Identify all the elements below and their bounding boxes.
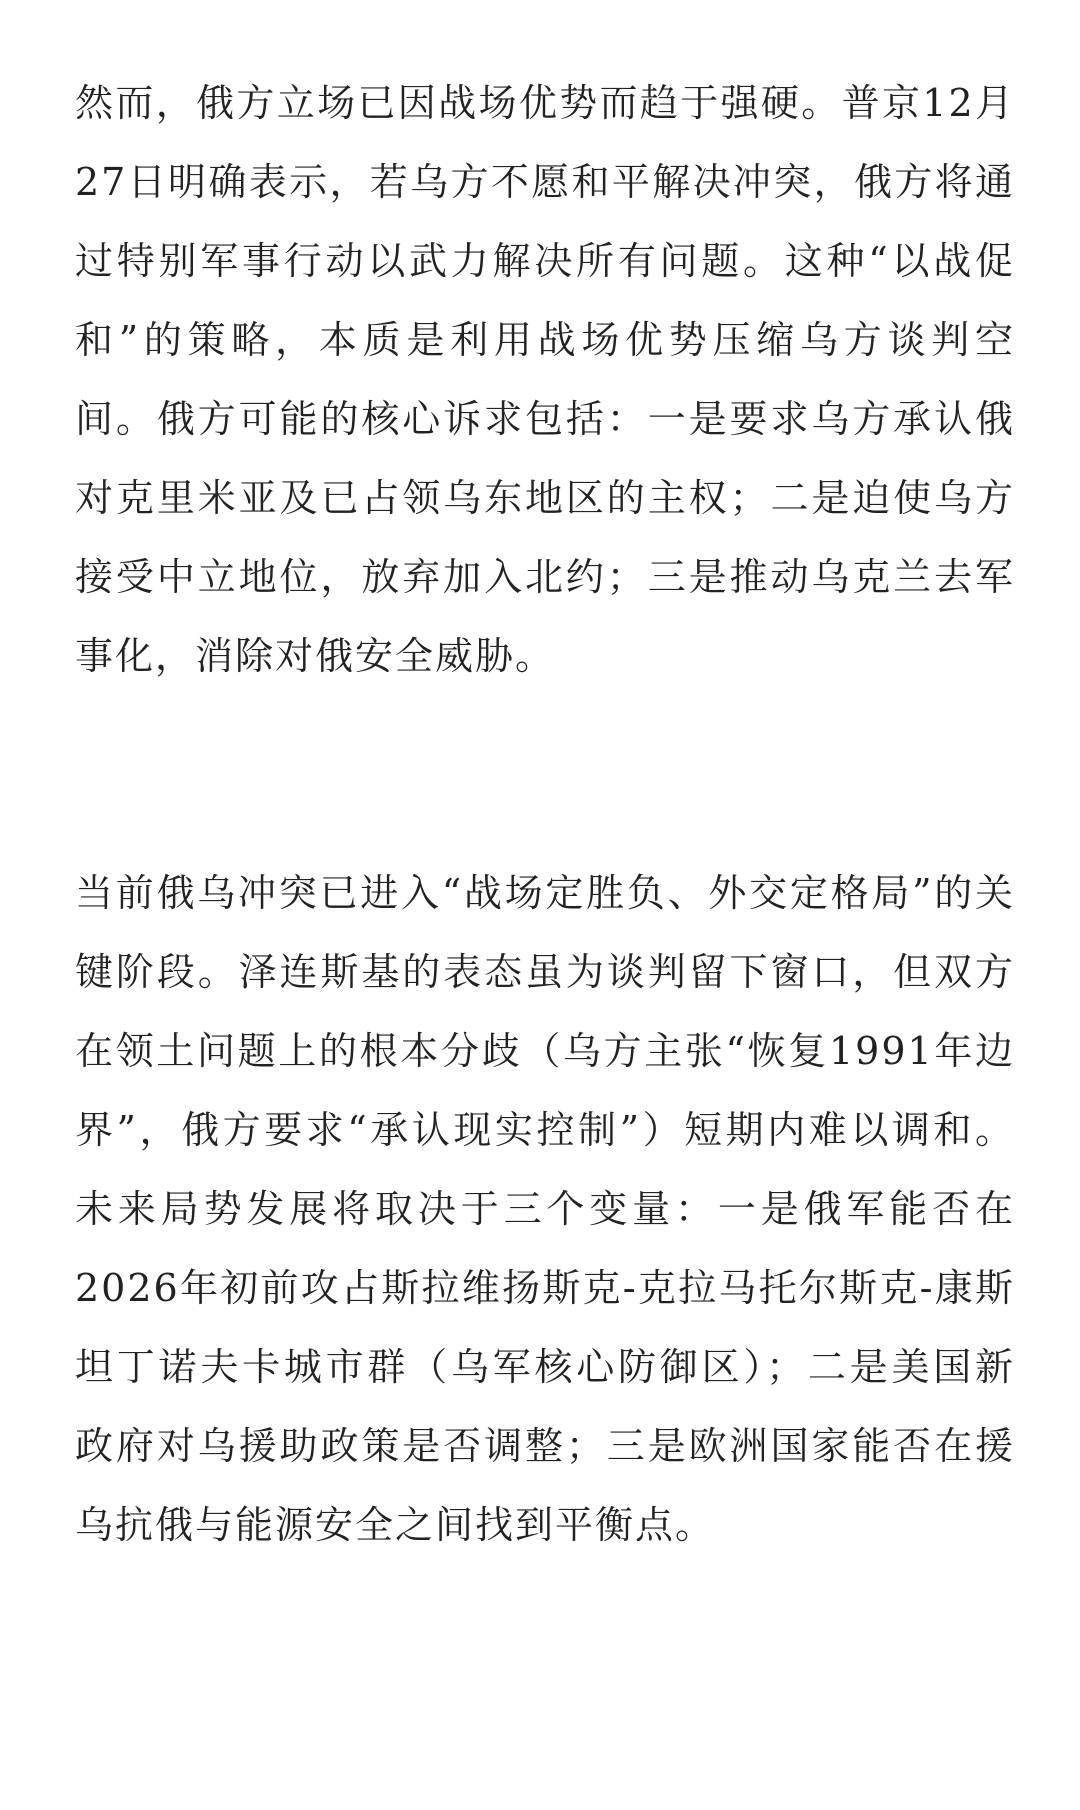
article-body bbox=[75, 64, 1015, 1565]
article-paragraph-1: 然而，俄方立场已因战场优势而趋于强硬。普京12月27日明确表示，若乌方不愿和平解决冲突，俄方将通过特别军事行动以武力解决所有问题。这种“以战促和”的策略，本质是利用战场优势压缩乌方谈判空间。俄方可能的核心诉求包括：一是要求乌方承认俄对克里米亚及已占领乌东地区的主权；二是迫使乌方接受中立地位，放弃加入北约；三是推动乌克兰去军事化，消除对俄安全威胁。 bbox=[75, 81, 1015, 678]
article-paragraph-2: 当前俄乌冲突已进入“战场定胜负、外交定格局”的关键阶段。泽连斯基的表态虽为谈判留下窗口，但双方在领土问题上的根本分歧（乌方主张“恢复1991年边界”，俄方要求“承认现实控制”）短期内难以调和。未来局势发展将取决于三个变量：一是俄军能否在2026年初前攻占斯拉维扬斯克-克拉马托尔斯克-康斯坦丁诺夫卡城市群（乌军核心防御区）；二是美国新政府对乌援助政策是否调整；三是欧洲国家能否在援乌抗俄与能源安全之间找到平衡点。 bbox=[75, 871, 1015, 1547]
